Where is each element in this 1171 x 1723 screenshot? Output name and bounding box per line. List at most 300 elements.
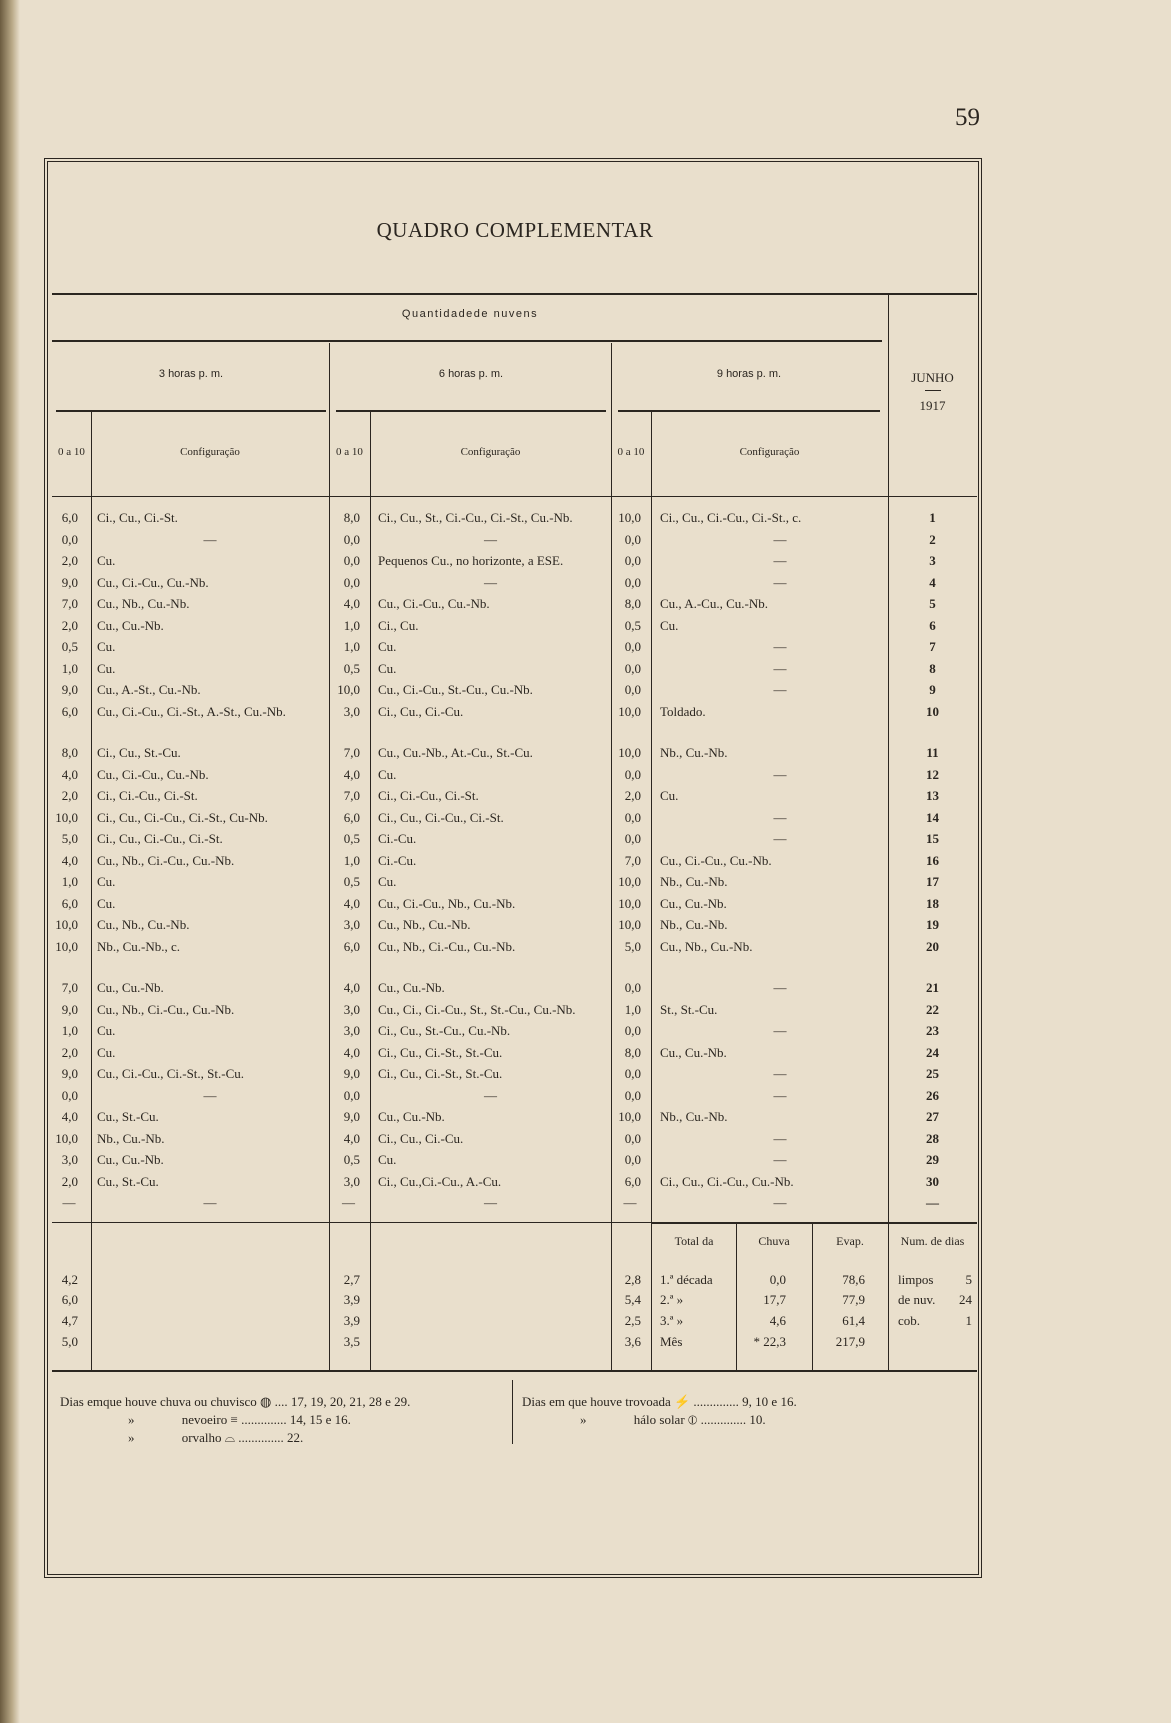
summary-period: 3.ª » xyxy=(660,1313,684,1328)
cloud-amount-6pm: 1,0 xyxy=(343,639,360,654)
halo-label: hálo solar xyxy=(633,1412,685,1427)
config-3pm-cell: Cu., Ci.-Cu., Cu.-Nb. xyxy=(97,575,209,590)
config-9pm-cell: — xyxy=(773,553,787,568)
header-6pm: 6 horas p. m. xyxy=(438,368,504,380)
scale-3pm: 0 a 10 xyxy=(58,446,85,458)
config-6pm-cell: Ci., Cu., Ci.-Cu., Ci.-St. xyxy=(378,810,504,825)
config-3pm-cell: Ci., Cu., St.-Cu. xyxy=(97,745,181,760)
summary-9pm-value: 2,8 xyxy=(624,1272,641,1287)
day-number: 4 xyxy=(929,575,936,590)
config-9pm-cell: Nb., Cu.-Nb. xyxy=(660,1109,728,1124)
dias-count: 5 xyxy=(965,1272,972,1287)
orvalho-prefix: » xyxy=(128,1430,135,1445)
day-number: 24 xyxy=(926,1045,939,1060)
cloud-amount-3pm: 10,0 xyxy=(55,917,78,932)
rule-9pm xyxy=(618,410,880,412)
summary-period: Mês xyxy=(660,1334,683,1349)
table-row xyxy=(0,553,1171,573)
config-3pm-cell: Cu. xyxy=(97,1023,116,1038)
config-6pm-cell: Cu., Ci.-Cu., Nb., Cu.-Nb. xyxy=(378,896,516,911)
scale-9pm: 0 a 10 xyxy=(617,446,645,458)
config-6pm-cell: — xyxy=(484,1195,497,1210)
cloud-amount-3pm: 0,0 xyxy=(61,532,78,547)
day-number: 26 xyxy=(926,1088,939,1103)
config-6pm-cell: — xyxy=(484,532,497,547)
chuva-dots: .... xyxy=(274,1394,288,1409)
cloud-amount-3pm: 6,0 xyxy=(61,704,78,719)
cloud-amount-9pm: 0,0 xyxy=(624,553,641,568)
cloud-amount-9pm: 0,0 xyxy=(624,575,641,590)
summary-9pm-value: 3,6 xyxy=(624,1334,641,1349)
cloud-amount-9pm: 10,0 xyxy=(618,917,641,932)
day-number: 10 xyxy=(926,704,939,719)
config-3pm-cell: Cu., Cu.-Nb. xyxy=(97,618,164,633)
month-underline xyxy=(925,390,941,391)
cloud-amount-3pm: 9,0 xyxy=(61,1066,78,1081)
cloud-amount-9pm: 0,0 xyxy=(624,1131,641,1146)
day-number: 23 xyxy=(926,1023,939,1038)
config-9pm-cell: St., St.-Cu. xyxy=(660,1002,718,1017)
config-3pm-cell: Ci., Cu., Ci.-St. xyxy=(97,510,178,525)
cloud-amount-3pm: — xyxy=(62,1195,76,1210)
table-row xyxy=(0,896,1171,916)
cloud-amount-9pm: 0,0 xyxy=(624,682,641,697)
config-3pm-cell: Cu., Nb., Cu.-Nb. xyxy=(97,917,190,932)
cloud-amount-6pm: 3,0 xyxy=(343,1174,360,1189)
day-number: 13 xyxy=(926,788,939,803)
cloud-amount-3pm: 5,0 xyxy=(61,831,78,846)
cloud-amount-9pm: 7,0 xyxy=(624,853,641,868)
cloud-amount-3pm: 8,0 xyxy=(61,745,78,760)
config-6pm: Configuração xyxy=(460,446,521,458)
cloud-amount-9pm: 8,0 xyxy=(624,1045,641,1060)
config-6pm-cell: Cu., Cu.-Nb., At.-Cu., St.-Cu. xyxy=(378,745,533,760)
config-9pm-cell: Nb., Cu.-Nb. xyxy=(660,874,728,889)
cloud-amount-9pm: — xyxy=(623,1195,637,1210)
cloud-amount-9pm: 10,0 xyxy=(618,745,641,760)
day-number: 28 xyxy=(926,1131,939,1146)
config-6pm-cell: Ci., Cu., Ci.-Cu. xyxy=(378,704,464,719)
cloud-amount-6pm: 3,0 xyxy=(343,704,360,719)
config-9pm-cell: — xyxy=(773,532,787,547)
config-6pm-cell: Ci.-Cu. xyxy=(378,831,417,846)
summary-header: Evap. xyxy=(836,1234,864,1248)
cloud-amount-9pm: 6,0 xyxy=(624,1174,641,1189)
cloud-amount-6pm: 0,5 xyxy=(343,1152,360,1167)
config-6pm-cell: Cu. xyxy=(378,874,397,889)
month-label: JUNHO xyxy=(911,370,954,385)
config-9pm-cell: — xyxy=(773,682,787,697)
cloud-amount-9pm: 0,0 xyxy=(624,1152,641,1167)
cloud-amount-6pm: 3,0 xyxy=(343,1002,360,1017)
config-3pm-cell: — xyxy=(203,532,217,547)
group-header: Quantidadede nuvens xyxy=(401,308,539,320)
nevoeiro-days: 14, 15 e 16. xyxy=(289,1412,351,1427)
year-label: 1917 xyxy=(919,398,946,413)
summary-9pm-value: 5,4 xyxy=(624,1292,641,1307)
dias-count: 1 xyxy=(965,1313,972,1328)
summary-header: Num. de dias xyxy=(900,1234,965,1248)
table-row xyxy=(0,510,1171,530)
cloud-amount-9pm: 5,0 xyxy=(624,939,641,954)
cloud-amount-9pm: 10,0 xyxy=(618,874,641,889)
cloud-amount-6pm: 4,0 xyxy=(343,980,360,995)
config-3pm-cell: Nb., Cu.-Nb. xyxy=(97,1131,165,1146)
table-row xyxy=(0,1131,1171,1151)
table-row xyxy=(0,1088,1171,1108)
table-row xyxy=(0,1066,1171,1086)
config-9pm-cell: Cu., Nb., Cu.-Nb. xyxy=(660,939,753,954)
footer-halo xyxy=(580,1412,766,1428)
summary-evap-value: 77,9 xyxy=(842,1292,865,1307)
summary-chuva-value: 17,7 xyxy=(763,1292,786,1307)
day-number: 9 xyxy=(929,682,936,697)
footer-orvalho xyxy=(128,1430,303,1446)
config-6pm-cell: Cu., Nb., Cu.-Nb. xyxy=(378,917,471,932)
config-6pm-cell: Ci., Cu., St., Ci.-Cu., Ci.-St., Cu.-Nb. xyxy=(378,510,573,525)
cloud-amount-6pm: 4,0 xyxy=(343,1131,360,1146)
day-number: 8 xyxy=(929,661,936,676)
config-3pm-cell: Cu. xyxy=(97,639,116,654)
orvalho-dots: .............. xyxy=(238,1430,284,1445)
config-3pm-cell: Cu. xyxy=(97,661,116,676)
cloud-amount-3pm: 7,0 xyxy=(61,980,78,995)
summary-chuva-value: 4,6 xyxy=(769,1313,786,1328)
cloud-amount-3pm: 9,0 xyxy=(61,682,78,697)
day-number: 17 xyxy=(926,874,939,889)
cloud-amount-6pm: 7,0 xyxy=(343,788,360,803)
config-3pm-cell: Cu., Ci.-Cu., Ci.-St., St.-Cu. xyxy=(97,1066,244,1081)
day-number: — xyxy=(926,1195,939,1210)
config-6pm-cell: Ci., Cu. xyxy=(378,618,419,633)
cloud-amount-9pm: 10,0 xyxy=(618,510,641,525)
scale-6pm: 0 a 10 xyxy=(336,446,363,458)
summary-6pm-value: 2,7 xyxy=(343,1272,360,1287)
cloud-amount-6pm: 4,0 xyxy=(343,596,360,611)
summary-3pm-value: 4,2 xyxy=(61,1272,78,1287)
config-9pm-cell: — xyxy=(773,1131,787,1146)
cloud-amount-6pm: 0,0 xyxy=(343,1088,360,1103)
summary-header-rule xyxy=(652,1222,977,1224)
table-row xyxy=(0,939,1171,959)
table-row xyxy=(0,1152,1171,1172)
day-number: 6 xyxy=(929,618,936,633)
cloud-amount-6pm: 3,0 xyxy=(343,1023,360,1038)
day-number: 14 xyxy=(926,810,939,825)
cloud-amount-3pm: 4,0 xyxy=(61,853,78,868)
config-6pm-cell: Ci., Cu., Ci.-St., St.-Cu. xyxy=(378,1045,503,1060)
cloud-amount-9pm: 0,0 xyxy=(624,1066,641,1081)
cloud-amount-6pm: 3,0 xyxy=(343,917,360,932)
cloud-amount-6pm: 0,0 xyxy=(343,575,360,590)
config-6pm-cell: Ci.-Cu. xyxy=(378,853,417,868)
cloud-amount-3pm: 10,0 xyxy=(55,810,78,825)
config-6pm-cell: Cu., Ci.-Cu., Cu.-Nb. xyxy=(378,596,490,611)
config-9pm-cell: Toldado. xyxy=(660,704,706,719)
cloud-amount-6pm: 0,0 xyxy=(343,532,360,547)
summary-header: Total da xyxy=(674,1234,714,1248)
cloud-amount-6pm: 1,0 xyxy=(343,618,360,633)
config-3pm-cell: Cu., St.-Cu. xyxy=(97,1109,159,1124)
table-row xyxy=(0,575,1171,595)
cloud-amount-9pm: 8,0 xyxy=(624,596,641,611)
config-9pm-cell: Nb., Cu.-Nb. xyxy=(660,745,728,760)
footer-trovoada xyxy=(522,1394,797,1410)
config-9pm-cell: Cu., Cu.-Nb. xyxy=(660,1045,727,1060)
config-9pm-cell: — xyxy=(773,1088,787,1103)
cloud-amount-3pm: 2,0 xyxy=(61,788,78,803)
rain-icon: ◍ xyxy=(260,1394,272,1409)
config-3pm-cell: Ci., Cu., Ci.-Cu., Ci.-St., Cu-Nb. xyxy=(97,810,268,825)
table-row xyxy=(0,682,1171,702)
table-row xyxy=(0,1023,1171,1043)
config-3pm-cell: Cu., Cu.-Nb. xyxy=(97,1152,164,1167)
table-row xyxy=(0,1045,1171,1065)
cloud-amount-9pm: 10,0 xyxy=(618,704,641,719)
cloud-amount-9pm: 0,0 xyxy=(624,831,641,846)
table-row xyxy=(0,810,1171,830)
config-9pm-cell: — xyxy=(773,575,787,590)
day-number: 18 xyxy=(926,896,939,911)
cloud-amount-3pm: 0,0 xyxy=(61,1088,78,1103)
cloud-amount-3pm: 2,0 xyxy=(61,618,78,633)
cloud-amount-9pm: 2,0 xyxy=(624,788,641,803)
cloud-amount-3pm: 0,5 xyxy=(61,639,78,654)
header-rule xyxy=(52,496,977,497)
config-3pm-cell: Cu., Nb., Ci.-Cu., Cu.-Nb. xyxy=(97,853,235,868)
config-3pm-cell: Cu., St.-Cu. xyxy=(97,1174,159,1189)
cloud-amount-3pm: 10,0 xyxy=(55,1131,78,1146)
halo-days: 10. xyxy=(749,1412,766,1427)
chuva-label: Dias emque houve chuva ou chuvisco xyxy=(60,1394,257,1409)
config-9pm-cell: — xyxy=(773,1195,787,1210)
dias-label: limpos xyxy=(898,1272,934,1287)
cloud-amount-9pm: 1,0 xyxy=(624,1002,641,1017)
nevoeiro-dots: .............. xyxy=(241,1412,287,1427)
table-row xyxy=(0,532,1171,552)
table-row xyxy=(0,661,1171,681)
orvalho-label: orvalho xyxy=(181,1430,222,1445)
summary-3pm-value: 6,0 xyxy=(61,1292,78,1307)
table-row xyxy=(0,1174,1171,1194)
cloud-amount-6pm: 1,0 xyxy=(343,853,360,868)
cloud-amount-9pm: 0,5 xyxy=(624,618,641,633)
summary-6pm-value: 3,9 xyxy=(343,1292,360,1307)
dias-count: 24 xyxy=(959,1292,972,1307)
dew-icon: ⌓ xyxy=(224,1430,236,1445)
table-row xyxy=(0,767,1171,787)
day-number: 25 xyxy=(926,1066,939,1081)
day-number: 19 xyxy=(926,917,939,932)
config-9pm-cell: Ci., Cu., Ci.-Cu., Ci.-St., c. xyxy=(660,510,802,525)
config-9pm-cell: — xyxy=(773,831,787,846)
cloud-amount-6pm: 7,0 xyxy=(343,745,360,760)
summary-6pm-value: 3,5 xyxy=(343,1334,360,1349)
summary-chuva-value: * 22,3 xyxy=(753,1334,786,1349)
summary-chuva-value: 0,0 xyxy=(769,1272,786,1287)
config-3pm-cell: Cu., A.-St., Cu.-Nb. xyxy=(97,682,201,697)
chuva-days: 17, 19, 20, 21, 28 e 29. xyxy=(290,1394,411,1409)
cloud-amount-6pm: 9,0 xyxy=(343,1109,360,1124)
halo-dots: .............. xyxy=(700,1412,747,1427)
summary-3pm-value: 5,0 xyxy=(61,1334,78,1349)
config-3pm-cell: — xyxy=(203,1088,217,1103)
config-9pm-cell: Cu. xyxy=(660,618,679,633)
fog-icon: ≡ xyxy=(230,1412,238,1427)
dias-label: cob. xyxy=(898,1313,921,1328)
cloud-amount-9pm: 0,0 xyxy=(624,532,641,547)
cloud-amount-3pm: 4,0 xyxy=(61,1109,78,1124)
summary-period: 1.ª década xyxy=(660,1272,713,1287)
cloud-amount-9pm: 0,0 xyxy=(624,1023,641,1038)
config-6pm-cell: — xyxy=(484,575,497,590)
config-3pm-cell: Ci., Cu., Ci.-Cu., Ci.-St. xyxy=(97,831,223,846)
cloud-amount-3pm: 10,0 xyxy=(55,939,78,954)
cloud-amount-3pm: 2,0 xyxy=(61,1045,78,1060)
config-9pm-cell: Cu., Ci.-Cu., Cu.-Nb. xyxy=(660,853,772,868)
config-9pm-cell: — xyxy=(773,661,787,676)
config-3pm-cell: Cu. xyxy=(97,553,116,568)
day-number: 7 xyxy=(929,639,936,654)
table-row xyxy=(0,596,1171,616)
day-number: 21 xyxy=(926,980,939,995)
config-9pm-cell: Cu., A.-Cu., Cu.-Nb. xyxy=(660,596,768,611)
config-6pm-cell: Pequenos Cu., no horizonte, a ESE. xyxy=(378,553,564,568)
page-number: 59 xyxy=(955,104,980,131)
table-row xyxy=(0,874,1171,894)
day-number: 3 xyxy=(929,553,936,568)
cloud-amount-6pm: 0,5 xyxy=(343,874,360,889)
footer-rule xyxy=(52,1370,977,1372)
config-9pm-cell: Cu., Cu.-Nb. xyxy=(660,896,727,911)
cloud-amount-3pm: 7,0 xyxy=(61,596,78,611)
cloud-amount-9pm: 0,0 xyxy=(624,767,641,782)
config-9pm-cell: Cu. xyxy=(660,788,679,803)
config-3pm-cell: Nb., Cu.-Nb., c. xyxy=(97,939,181,954)
cloud-amount-6pm: 0,5 xyxy=(343,661,360,676)
config-6pm-cell: Cu., Ci.-Cu., St.-Cu., Cu.-Nb. xyxy=(378,682,533,697)
config-9pm-cell: — xyxy=(773,639,787,654)
group-rule xyxy=(52,340,882,342)
table-row xyxy=(0,704,1171,724)
cloud-amount-3pm: 9,0 xyxy=(61,1002,78,1017)
config-3pm-cell: Ci., Ci.-Cu., Ci.-St. xyxy=(97,788,198,803)
config-6pm-cell: Ci., Cu., St.-Cu., Cu.-Nb. xyxy=(378,1023,511,1038)
trovoada-days: 9, 10 e 16. xyxy=(742,1394,797,1409)
summary-3pm-value: 4,7 xyxy=(61,1313,78,1328)
day-number: 20 xyxy=(926,939,939,954)
cloud-amount-9pm: 10,0 xyxy=(618,896,641,911)
day-number: 1 xyxy=(929,510,936,525)
summary-evap-value: 61,4 xyxy=(842,1313,865,1328)
cloud-amount-3pm: 1,0 xyxy=(61,1023,78,1038)
footer-divider xyxy=(512,1380,513,1444)
table-row xyxy=(0,1195,1171,1215)
config-6pm-cell: Cu. xyxy=(378,661,397,676)
cloud-amount-3pm: 3,0 xyxy=(61,1152,78,1167)
cloud-amount-3pm: 1,0 xyxy=(61,661,78,676)
rule-3pm xyxy=(56,410,326,412)
summary-header: Chuva xyxy=(758,1234,790,1248)
cloud-amount-9pm: 0,0 xyxy=(624,810,641,825)
cloud-amount-9pm: 10,0 xyxy=(618,1109,641,1124)
page-title: QUADRO COMPLEMENTAR xyxy=(376,218,654,242)
config-6pm-cell: Cu., Cu.-Nb. xyxy=(378,980,445,995)
table-row xyxy=(0,980,1171,1000)
summary-period: 2.ª » xyxy=(660,1292,684,1307)
day-number: 2 xyxy=(929,532,936,547)
config-6pm-cell: Ci., Ci.-Cu., Ci.-St. xyxy=(378,788,479,803)
day-number: 5 xyxy=(929,596,936,611)
dias-label: de nuv. xyxy=(898,1292,936,1307)
header-3pm: 3 horas p. m. xyxy=(158,368,224,380)
footer-chuva xyxy=(60,1394,410,1410)
config-9pm-cell: Nb., Cu.-Nb. xyxy=(660,917,728,932)
cloud-amount-6pm: 9,0 xyxy=(343,1066,360,1081)
config-3pm-cell: Cu. xyxy=(97,1045,116,1060)
config-6pm-cell: Ci., Cu.,Ci.-Cu., A.-Cu. xyxy=(378,1174,502,1189)
cloud-amount-3pm: 6,0 xyxy=(61,510,78,525)
day-number: 12 xyxy=(926,767,939,782)
config-3pm-cell: Cu., Nb., Ci.-Cu., Cu.-Nb. xyxy=(97,1002,235,1017)
config-6pm-cell: Ci., Cu., Ci.-Cu. xyxy=(378,1131,464,1146)
cloud-amount-3pm: 2,0 xyxy=(61,1174,78,1189)
config-6pm-cell: Ci., Cu., Ci.-St., St.-Cu. xyxy=(378,1066,503,1081)
trovoada-label: Dias em que houve trovoada xyxy=(522,1394,671,1409)
nevoeiro-prefix: » xyxy=(128,1412,135,1427)
table-row xyxy=(0,1002,1171,1022)
table-row xyxy=(0,788,1171,808)
cloud-amount-6pm: — xyxy=(342,1195,355,1210)
cloud-amount-6pm: 4,0 xyxy=(343,1045,360,1060)
table-row xyxy=(0,831,1171,851)
config-3pm-cell: — xyxy=(203,1195,217,1210)
config-3pm-cell: Cu., Ci.-Cu., Cu.-Nb. xyxy=(97,767,209,782)
title-rule xyxy=(52,293,977,295)
config-9pm-cell: — xyxy=(773,810,787,825)
config-3pm-cell: Cu. xyxy=(97,896,116,911)
table-row xyxy=(0,917,1171,937)
config-9pm: Configuração xyxy=(739,446,800,458)
header-9pm: 9 horas p. m. xyxy=(716,368,782,380)
table-row xyxy=(0,639,1171,659)
cloud-amount-6pm: 10,0 xyxy=(337,682,360,697)
day-number: 22 xyxy=(926,1002,939,1017)
cloud-amount-3pm: 9,0 xyxy=(61,575,78,590)
table-row xyxy=(0,618,1171,638)
config-9pm-cell: Ci., Cu., Ci.-Cu., Cu.-Nb. xyxy=(660,1174,794,1189)
config-3pm-cell: Cu., Cu.-Nb. xyxy=(97,980,164,995)
day-number: 29 xyxy=(926,1152,939,1167)
config-6pm-cell: Cu. xyxy=(378,767,397,782)
summary-evap-value: 78,6 xyxy=(842,1272,865,1287)
summary-6pm-value: 3,9 xyxy=(343,1313,360,1328)
config-6pm-cell: — xyxy=(484,1088,497,1103)
cloud-amount-6pm: 0,5 xyxy=(343,831,360,846)
config-9pm-cell: — xyxy=(773,1066,787,1081)
day-number: 16 xyxy=(926,853,939,868)
halo-prefix: » xyxy=(580,1412,587,1427)
config-3pm-cell: Cu. xyxy=(97,874,116,889)
summary-evap-value: 217,9 xyxy=(835,1334,865,1349)
config-6pm-cell: Cu., Ci., Ci.-Cu., St., St.-Cu., Cu.-Nb. xyxy=(378,1002,576,1017)
thunder-icon: ⚡ xyxy=(673,1394,691,1409)
trovoada-dots: .............. xyxy=(693,1394,739,1409)
config-9pm-cell: — xyxy=(773,767,787,782)
footer-nevoeiro xyxy=(128,1412,351,1428)
cloud-amount-9pm: 0,0 xyxy=(624,639,641,654)
cloud-amount-3pm: 1,0 xyxy=(61,874,78,889)
